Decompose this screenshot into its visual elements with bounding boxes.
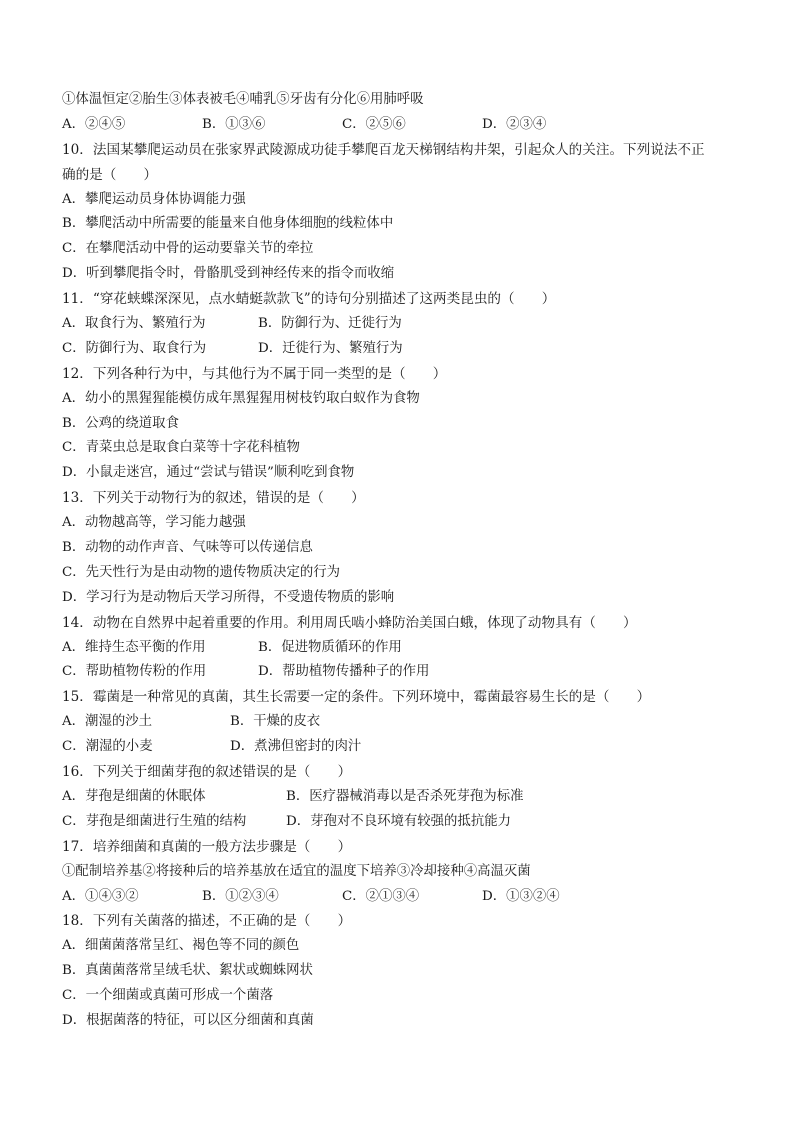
q10-option-b: B．攀爬活动中所需要的能量来自他身体细胞的线粒体中 xyxy=(62,216,394,232)
q14-option-a: A．维持生态平衡的作用 xyxy=(62,639,206,655)
q16-option-d: D．芽孢对不良环境有较强的抵抗能力 xyxy=(286,813,511,829)
q14-option-d: D．帮助植物传播种子的作用 xyxy=(258,664,430,680)
q18-option-a: A．细菌菌落常呈红、褐色等不同的颜色 xyxy=(62,938,300,954)
q10-option-c: C．在攀爬活动中骨的运动要靠关节的牵拉 xyxy=(62,241,314,257)
q16-option-c: C．芽孢是细菌进行生殖的结构 xyxy=(62,813,247,829)
q11-option-d: D．迁徙行为、繁殖行为 xyxy=(258,340,403,356)
q14-stem: 14．动物在自然界中起着重要的作用。利用周氏啮小蜂防治美国白蛾，体现了动物具有（ ） xyxy=(62,614,637,631)
q11-option-b: B．防御行为、迁徙行为 xyxy=(258,316,402,332)
q15-option-b: B．干燥的皮衣 xyxy=(230,714,321,730)
q16-options-row1 xyxy=(62,785,742,810)
q9-option-d: D．②③④ xyxy=(482,116,547,132)
q11-stem: 11．“穿花蛱蝶深深见，点水蜻蜓款款飞”的诗句分别描述了这两类昆虫的（ ） xyxy=(62,291,556,308)
q10-stem-line2: 确的是（ ） xyxy=(62,166,158,183)
q17-stem: 17．培养细菌和真菌的一般方法步骤是（ ） xyxy=(62,838,352,855)
q13-stem: 13．下列关于动物行为的叙述，错误的是（ ） xyxy=(62,490,365,507)
q11-options-row1 xyxy=(62,312,742,337)
q15-option-d: D．煮沸但密封的肉汁 xyxy=(230,739,362,755)
q10-option-d: D．听到攀爬指令时，骨骼肌受到神经传来的指令而收缩 xyxy=(62,266,395,282)
exam-page xyxy=(62,88,742,1034)
q18-option-b: B．真菌菌落常呈绒毛状、絮状或蜘蛛网状 xyxy=(62,963,313,979)
q16-stem: 16．下列关于细菌芽孢的叙述错误的是（ ） xyxy=(62,764,352,781)
q11-option-c: C．防御行为、取食行为 xyxy=(62,340,207,356)
q17-options xyxy=(62,885,742,910)
q17-items: ①配制培养基②将接种后的培养基放在适宜的温度下培养③冷却接种④高温灭菌 xyxy=(62,863,531,879)
q18-option-d: D．根据菌落的特征，可以区分细菌和真菌 xyxy=(62,1012,314,1028)
q15-option-a: A．潮湿的沙土 xyxy=(62,714,153,730)
q18-stem: 18．下列有关菌落的描述，不正确的是（ ） xyxy=(62,913,352,930)
q15-stem: 15．霉菌是一种常见的真菌，其生长需要一定的条件。下列环境中，霉菌最容易生长的是（ ） xyxy=(62,689,651,706)
q15-options-row1 xyxy=(62,710,742,735)
q11-option-a: A．取食行为、繁殖行为 xyxy=(62,316,206,332)
q9-items: ①体温恒定②胎生③体表被毛④哺乳⑤牙齿有分化⑥用肺呼吸 xyxy=(62,92,424,107)
q16-options-row2 xyxy=(62,810,742,835)
q15-options-row2 xyxy=(62,735,742,760)
q10-stem-line1: 10．法国某攀爬运动员在张家界武陵源成功徒手攀爬百龙天梯钢结构井架，引起众人的关注。下列说法不正 xyxy=(62,141,705,158)
q17-option-c: C．②①③④ xyxy=(342,888,420,904)
q12-option-c: C．青菜虫总是取食白菜等十字花科植物 xyxy=(62,440,300,456)
q14-option-c: C．帮助植物传粉的作用 xyxy=(62,664,207,680)
q14-options-row2 xyxy=(62,660,742,685)
q9-option-a: A．②④⑤ xyxy=(62,116,126,132)
q16-option-b: B．医疗器械消毒以是否杀死芽孢为标准 xyxy=(286,788,524,804)
q12-option-a: A．幼小的黑猩猩能模仿成年黑猩猩用树枝钓取白蚁作为食物 xyxy=(62,390,420,406)
q17-option-a: A．①④③② xyxy=(62,888,139,904)
q9-option-b: B．①③⑥ xyxy=(202,116,266,132)
q9-options xyxy=(62,113,742,138)
q18-option-c: C．一个细菌或真菌可形成一个菌落 xyxy=(62,988,274,1004)
q13-option-d: D．学习行为是动物后天学习所得，不受遗传物质的影响 xyxy=(62,589,395,605)
q9-option-c: C．②⑤⑥ xyxy=(342,116,406,132)
q13-option-b: B．动物的动作声音、气味等可以传递信息 xyxy=(62,540,313,556)
q17-option-b: B．①②③④ xyxy=(202,888,279,904)
q12-stem: 12．下列各种行为中，与其他行为不属于同一类型的是（ ） xyxy=(62,365,447,382)
q10-option-a: A．攀爬运动员身体协调能力强 xyxy=(62,191,246,207)
q14-options-row1 xyxy=(62,636,742,661)
q16-option-a: A．芽孢是细菌的休眠体 xyxy=(62,788,206,804)
q12-option-d: D．小鼠走迷宫，通过“尝试与错误”顺利吃到食物 xyxy=(62,465,355,481)
q13-option-a: A．动物越高等，学习能力越强 xyxy=(62,515,246,531)
q14-option-b: B．促进物质循环的作用 xyxy=(258,639,402,655)
q17-option-d: D．①③②④ xyxy=(482,888,560,904)
q11-options-row2 xyxy=(62,337,742,362)
q15-option-c: C．潮湿的小麦 xyxy=(62,739,153,755)
q12-option-b: B．公鸡的绕道取食 xyxy=(62,415,179,431)
q13-option-c: C．先天性行为是由动物的遗传物质决定的行为 xyxy=(62,564,341,580)
